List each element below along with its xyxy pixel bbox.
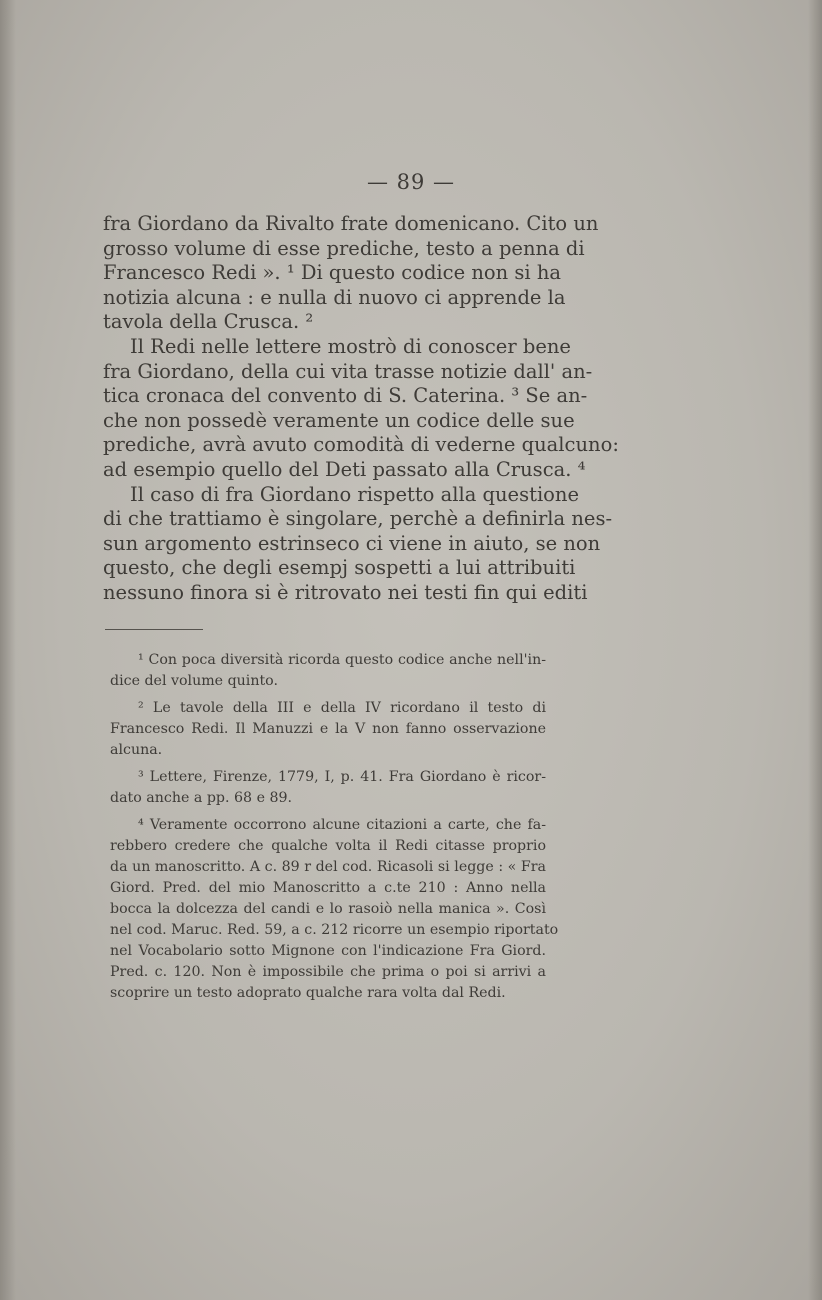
footnote-line: dice del volume quinto. (110, 673, 278, 689)
body-line: tavola della Crusca. ² (103, 310, 314, 334)
footnote-line: Giord. Pred. del mio Manoscritto a c.te 210 : Anno nella (110, 880, 546, 896)
body-line: notizia alcuna : e nulla di nuovo ci apprende la (103, 285, 566, 309)
footnote-line: rebbero credere che qualche volta il Redi citasse proprio (110, 838, 546, 854)
footnotes (110, 650, 559, 1004)
footnote-line: dato anche a pp. 68 e 89. (110, 790, 293, 806)
page-number: — 89 — (366, 170, 456, 194)
footnote-line: da un manoscritto. A c. 89 r del cod. Ricasoli si legge : « Fra (110, 859, 546, 875)
body-line: nessuno finora si è ritrovato nei testi fin qui editi (103, 580, 588, 604)
body-line: Il Redi nelle lettere mostrò di conoscer bene (130, 334, 571, 358)
body-line: fra Giordano da Rivalto frate domenicano. Cito un (103, 212, 599, 235)
body-line: ad esempio quello del Deti passato alla Crusca. ⁴ (103, 457, 586, 481)
body-line: questo, che degli esempj sospetti a lui attribuiti (103, 556, 576, 580)
page-edge-left (0, 0, 16, 1300)
footnote-line: bocca la dolcezza del candi e lo rasoiò nella manica ». Così (110, 901, 546, 917)
footnote-line: ³ Lettere, Firenze, 1779, I, p. 41. Fra Giordano è ricor- (138, 769, 546, 785)
footnote-line: alcuna. (110, 742, 163, 758)
page-edge-right (808, 0, 822, 1300)
footnote-line: nel Vocabolario sotto Mignone con l'indicazione Fra Giord. (110, 943, 546, 959)
body-line: sun argomento estrinseco ci viene in aiuto, se non (103, 531, 601, 555)
footnote-line: scoprire un testo adoprato qualche rara volta dal Redi. (110, 985, 506, 1001)
body-line: Il caso di fra Giordano rispetto alla questione (130, 482, 580, 506)
body-line: di che trattiamo è singolare, perchè a definirla nes- (103, 507, 613, 531)
footnote-line: ² Le tavole della III e della IV ricordano il testo di (138, 700, 546, 716)
footnote-divider (105, 629, 203, 630)
body-line: che non possedè veramente un codice delle sue (103, 408, 575, 432)
body-line: grosso volume di esse prediche, testo a penna di (103, 236, 585, 260)
body-text (103, 212, 619, 606)
footnote-line: Pred. c. 120. Non è impossibile che prima o poi si arrivi a (110, 964, 546, 980)
body-line: Francesco Redi ». ¹ Di questo codice non si ha (103, 261, 562, 285)
body-line: prediche, avrà avuto comodità di vederne qualcuno: (103, 433, 619, 457)
body-line: fra Giordano, della cui vita trasse notizie dall' an- (103, 359, 593, 383)
footnote-line: ¹ Con poca diversità ricorda questo codice anche nell'in- (138, 652, 546, 668)
footnote-line: ⁴ Veramente occorrono alcune citazioni a carte, che fa- (138, 817, 546, 833)
footnote-line: nel cod. Maruc. Red. 59, a c. 212 ricorre un esempio riportato (110, 922, 559, 938)
body-line: tica cronaca del convento di S. Caterina. ³ Se an- (103, 384, 588, 408)
footnote-line: Francesco Redi. Il Manuzzi e la V non fanno osservazione (110, 721, 546, 737)
